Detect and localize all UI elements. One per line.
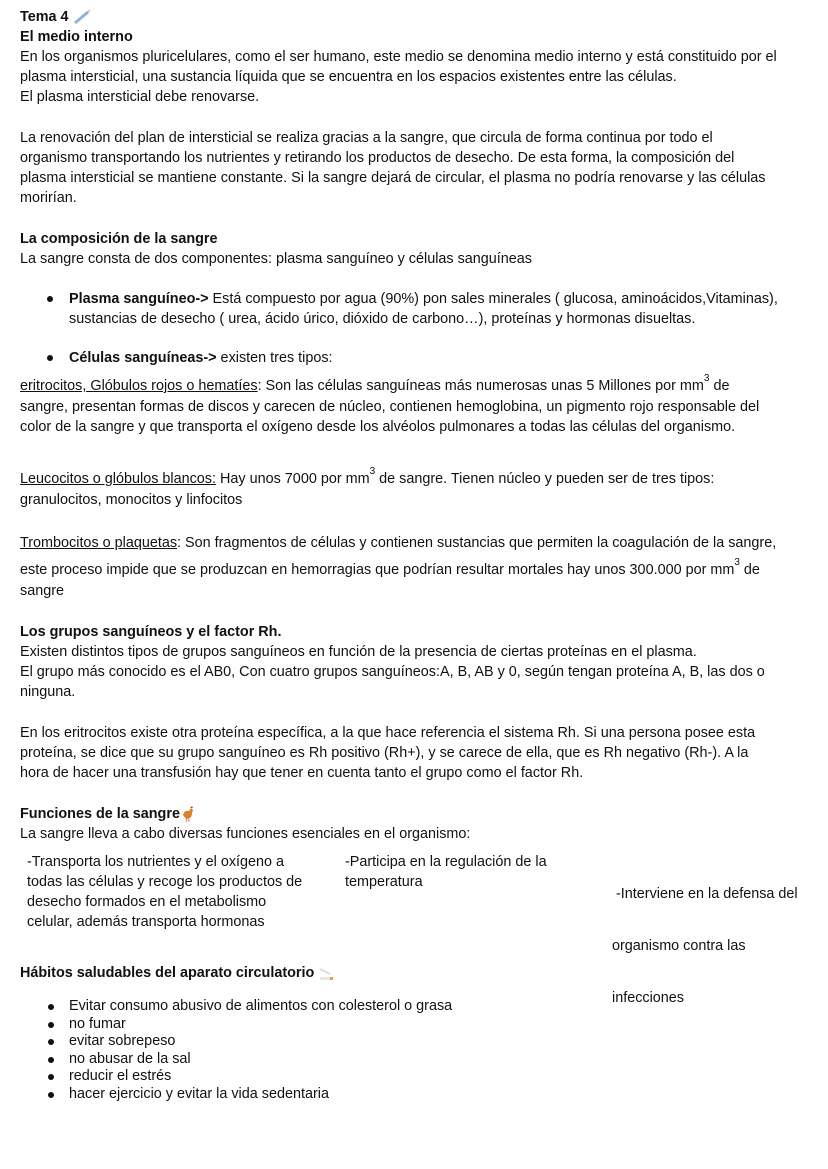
text-line: desecho formados en el metabolismo xyxy=(27,894,267,910)
title-text: Tema 4 xyxy=(20,9,69,25)
text-line: -Participa en la regulación de la xyxy=(345,854,547,870)
text-line: En los organismos pluricelulares, como el ser humano, este medio se denomina medio interno y está constituido por el xyxy=(20,49,777,65)
heading-composicion: La composición de la sangre xyxy=(20,231,218,247)
paragraph-eritrocitos xyxy=(20,373,759,437)
paragraph-rh xyxy=(20,723,755,783)
text-line: plasma intersticial se mantiene constante. Si la sangre dejará de circular, el plasma no podría renovarse y las células xyxy=(20,170,766,186)
heading-grupos: Los grupos sanguíneos y el factor Rh. xyxy=(20,624,282,640)
heading-text: Hábitos saludables del aparato circulatorio xyxy=(20,965,315,981)
habitos-list xyxy=(69,998,452,1104)
list-item xyxy=(69,1051,452,1069)
funcion-col-2 xyxy=(345,852,547,892)
composicion-intro: La sangre consta de dos componentes: plasma sanguíneo y células sanguíneas xyxy=(20,251,533,267)
term-leucocitos: Leucocitos o glóbulos blancos: xyxy=(20,471,217,487)
text: : Son fragmentos de células y contienen sustancias que permiten la coagulación de la sangre, xyxy=(177,535,777,551)
text: de sangre. Tienen núcleo y pueden ser de tres tipos: xyxy=(375,471,715,487)
term-eritrocitos: eritrocitos, Glóbulos rojos o hematíes xyxy=(20,378,258,394)
bullet-icon xyxy=(48,1022,54,1028)
text-line: sangre xyxy=(20,583,65,599)
text-line: -Interviene en la defensa del xyxy=(612,886,798,902)
bold-term: Células sanguíneas-> xyxy=(69,350,217,366)
bullet-icon xyxy=(48,1004,54,1010)
text: existen tres tipos: xyxy=(216,350,333,366)
text-line: El plasma intersticial debe renovarse. xyxy=(20,89,260,105)
paragraph-grupos xyxy=(20,642,765,702)
heading-text: Funciones de la sangre xyxy=(20,806,180,822)
item-text: Evitar consumo abusivo de alimentos con colesterol o grasa xyxy=(69,998,453,1014)
text-line: morirían. xyxy=(20,190,77,206)
paragraph-trombocitos xyxy=(20,533,776,601)
paragraph-leucocitos xyxy=(20,466,714,510)
item-text: reducir el estrés xyxy=(69,1068,172,1085)
text-line: infecciones xyxy=(612,990,684,1006)
text-line: sangre, presentan formas de discos y carecen de núcleo, contienen hemoglobina, un pigmento rojo responsable del xyxy=(20,399,760,415)
list-item xyxy=(69,1068,452,1086)
text: de xyxy=(739,562,760,578)
superscript: 3 xyxy=(703,373,710,384)
list-item xyxy=(69,1033,452,1051)
text-line: proteína, se dice que su grupo sanguíneo es Rh positivo (Rh+), y se carece de ella, que es Rh negativo (Rh-). A la xyxy=(20,745,749,761)
heading-funciones xyxy=(20,804,196,824)
term-trombocitos: Trombocitos o plaquetas xyxy=(20,535,178,551)
text-line: sustancias de desecho ( urea, ácido úrico, dióxido de carbono…), proteínas y hormonas disueltas. xyxy=(69,311,696,327)
text-line: El grupo más conocido es el AB0, Con cuatro grupos sanguíneos:A, B, AB y 0, según tengan proteína A, B, las dos o xyxy=(20,664,765,680)
text-line: organismo transportando los nutrientes y retirando los productos de desecho. De esta forma, la composición del xyxy=(20,150,735,166)
bullet-icon xyxy=(48,1057,54,1063)
paragraph-renovacion xyxy=(20,128,766,208)
item-text: no abusar de la sal xyxy=(69,1050,191,1067)
bold-term: Plasma sanguíneo-> xyxy=(69,291,209,307)
item-text: evitar sobrepeso xyxy=(69,1033,176,1050)
text-line: plasma intersticial, una sustancia líquida que se encuentra en los espacios existentes entre las células. xyxy=(20,69,677,85)
text-line: temperatura xyxy=(345,874,423,890)
heading-medio-interno: El medio interno xyxy=(20,29,133,45)
text-line: -Transporta los nutrientes y el oxígeno a xyxy=(27,854,285,870)
heading-habitos xyxy=(20,963,336,983)
text-line: color de la sangre y que transporta el oxígeno desde los alvéolos pulmonares a todas las células del organismo. xyxy=(20,419,736,435)
funcion-col-1 xyxy=(27,852,302,932)
text-line: Existen distintos tipos de grupos sanguíneos en función de la presencia de ciertas proteínas en el plasma. xyxy=(20,644,697,660)
text-line: todas las células y recoge los productos de xyxy=(27,874,303,890)
doc-title xyxy=(20,7,91,27)
text-line: La renovación del plan de intersticial se realiza gracias a la sangre, que circula de forma continua por todo el xyxy=(20,130,713,146)
text: este proceso impide que se produzcan en hemorragias que podrían resultar mortales hay unos 300.000 por mm xyxy=(20,562,735,578)
superscript: 3 xyxy=(369,466,376,477)
superscript: 3 xyxy=(734,557,740,568)
text: de xyxy=(709,378,730,394)
syringe-icon xyxy=(73,9,91,25)
item-text: no fumar xyxy=(69,1015,126,1032)
funciones-intro: La sangre lleva a cabo diversas funciones esenciales en el organismo: xyxy=(20,826,471,842)
list-item xyxy=(69,1016,452,1034)
bullet-icon xyxy=(48,1039,54,1045)
text-line: organismo contra las xyxy=(612,938,746,954)
cigarette-icon xyxy=(318,965,336,981)
text-line: granulocitos, monocitos y linfocitos xyxy=(20,492,243,508)
item-text: hacer ejercicio y evitar la vida sedentaria xyxy=(69,1085,329,1102)
text: Está compuesto por agua (90%) pon sales minerales ( glucosa, aminoácidos,Vitaminas), xyxy=(208,291,778,307)
paragraph-medio-interno xyxy=(20,47,777,107)
text-line: hora de hacer una transfusión hay que tener en cuenta tanto el grupo como el factor Rh. xyxy=(20,765,584,781)
text: Hay unos 7000 por mm xyxy=(216,471,370,487)
bullet-plasma xyxy=(69,289,778,329)
text-line: celular, además transporta hormonas xyxy=(27,914,265,930)
bullet-celulas xyxy=(69,348,333,368)
text-line: En los eritrocitos existe otra proteína específica, a la que hace referencia el sistema Rh. Si una persona posee esta xyxy=(20,725,756,741)
funcion-col-3 xyxy=(612,852,798,1024)
list-item xyxy=(69,1086,452,1104)
text-line: ninguna. xyxy=(20,684,76,700)
text: : Son las células sanguíneas más numerosas unas 5 Millones por mm xyxy=(257,378,704,394)
rooster-icon xyxy=(180,806,196,822)
bullet-icon xyxy=(48,1074,54,1080)
list-item xyxy=(69,998,452,1016)
bullet-icon xyxy=(48,1092,54,1098)
